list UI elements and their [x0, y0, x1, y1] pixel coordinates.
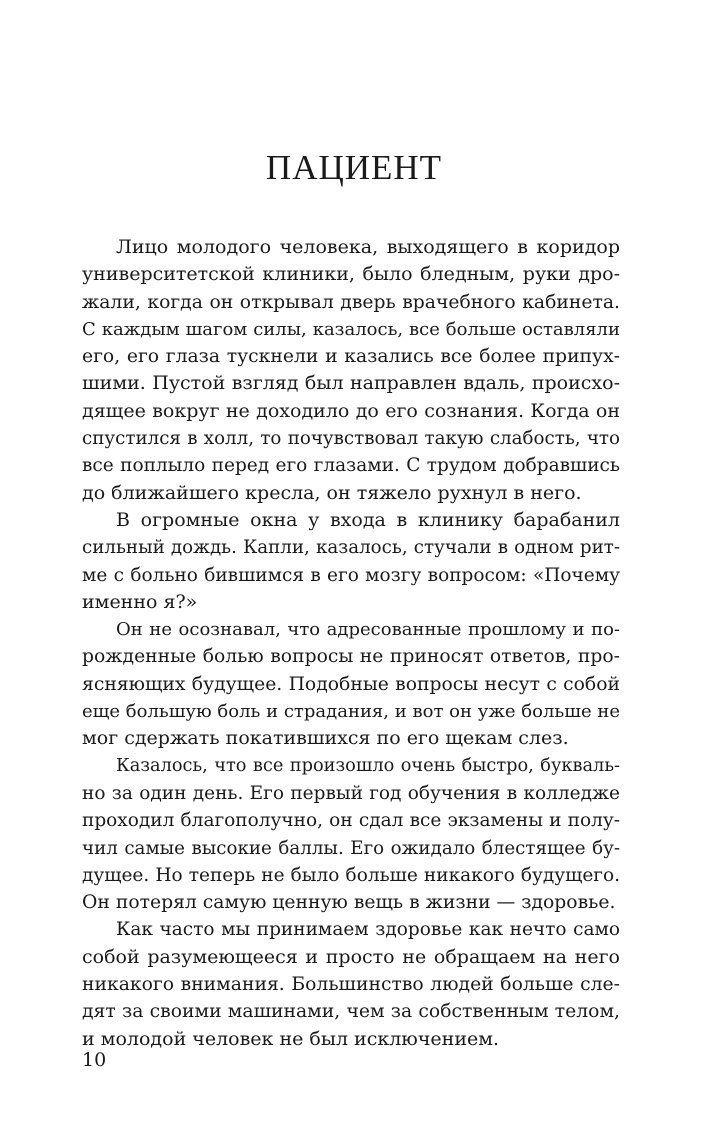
- text-line: жали, когда он открывал дверь врачебного кабинета.: [82, 291, 620, 313]
- text-line: все поплыло перед его глазами. С трудом добравшись: [82, 455, 620, 477]
- text-line: собой разумеющееся и просто не обращаем на него: [82, 945, 620, 968]
- text-line: чил самые высокие баллы. Его ожидало блестящее бу-: [82, 837, 620, 859]
- paragraph: [82, 753, 620, 917]
- text-line: спустился в холл, то почувствовал такую слабость, что: [82, 428, 620, 450]
- text-line: еще большую боль и страдания, и вот он уже больше не: [82, 701, 620, 723]
- text-line: именно я?»: [82, 590, 198, 613]
- text-line: проходил благополучно, он сдал все экзамены и полу-: [82, 810, 620, 832]
- text-line: Он потерял самую ценную вещь в жизни — здоровье.: [82, 892, 616, 914]
- text-line: никакого внимания. Большинство людей больше сле-: [82, 974, 620, 996]
- chapter-title: ПАЦИЕНТ: [265, 148, 443, 187]
- text-line: Он не осознавал, что адресованные прошлому и по-: [116, 619, 620, 641]
- text-line: ясняющих будущее. Подобные вопросы несут с собой: [82, 673, 620, 695]
- text-line: его, его глаза тускнели и казались все более припух-: [82, 346, 620, 368]
- text-line: Казалось, что все произошло очень быстро, букваль-: [116, 755, 620, 776]
- paragraph: [82, 616, 620, 752]
- paragraph: [82, 507, 620, 616]
- text-line: рожденные болью вопросы не приносят ответов, про-: [82, 646, 620, 668]
- text-line: В огромные окна у входа в клинику барабанил: [116, 508, 620, 531]
- text-line: университетской клиники, было бледным, руки дро-: [82, 263, 620, 286]
- text-line: Как часто мы принимаем здоровье как нечто само: [116, 919, 620, 941]
- body-text: [82, 234, 620, 1053]
- text-line: шими. Пустой взгляд был направлен вдаль, происхо-: [82, 372, 620, 395]
- text-line: и молодой человек не был исключением.: [82, 1027, 500, 1050]
- text-line: дят за своими машинами, чем за собственным телом,: [82, 1001, 620, 1023]
- page-number: 10: [82, 1049, 107, 1071]
- paragraph: [82, 916, 620, 1052]
- text-line: С каждым шагом силы, казалось, все больше оставляли: [82, 318, 620, 340]
- text-line: Лицо молодого человека, выходящего в коридор: [116, 236, 620, 258]
- text-line: мог сдержать покатившихся по его щекам слез.: [82, 727, 569, 750]
- text-line: ме с больно бившимся в его мозгу вопросом: «Почему: [82, 564, 620, 586]
- text-line: до ближайшего кресла, он тяжело рухнул в него.: [82, 481, 582, 504]
- text-line: сильный дождь. Капли, казалось, стучали в одном рит-: [82, 537, 620, 559]
- text-line: но за один день. Его первый год обучения в колледже: [82, 782, 620, 804]
- text-line: дущее. Но теперь не было больше никакого будущего.: [82, 864, 620, 886]
- text-line: дящее вокруг не доходило до его сознания. Когда он: [82, 399, 620, 422]
- paragraph: [82, 234, 620, 507]
